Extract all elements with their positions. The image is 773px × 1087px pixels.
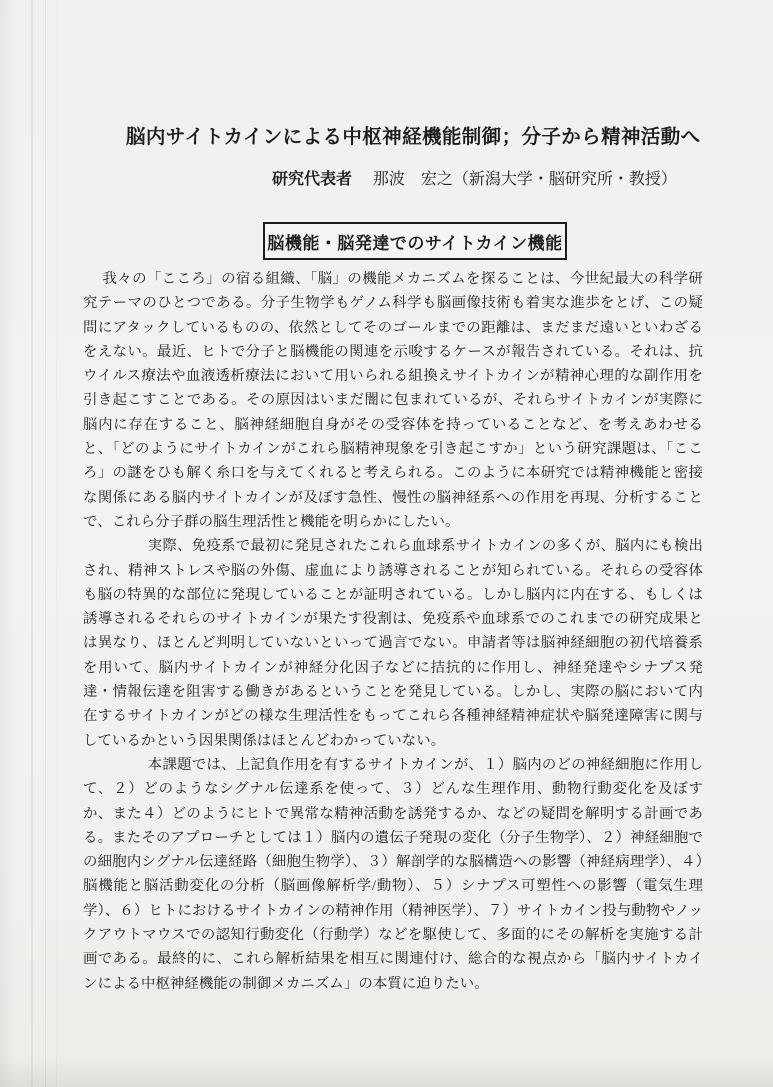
paragraph-2: 実際、免疫系で最初に発見されたこれら血球系サイトカインの多くが、脳内にも検出され、精神ストレスや脳の外傷、虚血により誘導されることが知られている。それらの受容体も脳の特異的な部位に発現していることが証明されている。しかし脳内に内在する、もしくは誘導されるそれらのサイトカインが果たす役割は、免疫系や血球系でのこれまでの研究成果とは異なり、ほとんど判明していないといって過言でない。申請者等は脳神経細胞の初代培養系を用いて、脳内サイトカインが神経分化因子などに拮抗的に作用し、神経発達やシナプス発達・情報伝達を阻害する働きがあるということを発見している。しかし、実際の脳において内在するサイトカインがどの様な生理活性をもってこれら各種神経精神症状や脳発達障害に関与しているかという因果関係はほとんどわかっていない。 [83,538,703,749]
section-heading-box [263,222,567,260]
author-role-label: 研究代表者 [272,171,353,188]
scan-binding-line [31,0,33,1087]
section-heading: 脳機能・脳発達でのサイトカイン機能 [267,233,563,253]
scan-edge-shadow [0,0,14,1087]
paragraph-3: 本課題では、上記負作用を有するサイトカインが、１）脳内のどの神経細胞に作用して、２）どのようなシグナル伝達系を使って、３）どんな生理作用、動物行動変化を及ぼすか、また４）どのようにヒトで異常な精神活動を誘発するか、などの疑問を解明する計画である。またそのアプローチとしては１）脳内の遺伝子発現の変化（分子生物学）、２）神経細胞での細胞内シグナル伝達経路（細胞生物学）、３）解剖学的な脳構造への影響（神経病理学）、４）脳機能と脳活動変化の分析（脳画像解析学/動物）、５）シナプス可塑性への影響（電気生理学）、６）ヒトにおけるサイトカインの精神作用（精神医学）、７）サイトカイン投与動物やノックアウトマウスでの認知行動変化（行動学）などを駆使して、多面的にその解析を実施する計画である。最終的に、これら解析結果を相互に関連付け、総合的な視点から「脳内サイトカインによる中枢神経機能の制御メカニズム」の本質に迫りたい。 [83,756,703,992]
scan-bottom-shadow [0,1055,773,1087]
document-title: 脳内サイトカインによる中枢神経機能制御；分子から精神活動へ [126,127,701,148]
author-line [272,166,677,189]
author-name: 那波 宏之（新潟大学・脳研究所・教授） [372,171,677,188]
scan-binding-line [45,0,46,1087]
scan-binding-line [56,0,57,1087]
abstract-body [83,267,703,996]
paragraph-1: 我々の「こころ」の宿る組織、「脳」の機能メカニズムを探ることは、今世紀最大の科学研究テーマのひとつである。分子生物学もゲノム科学も脳画像技術も着実な進歩をとげ、この疑問にアタックしているものの、依然としてそのゴールまでの距離は、まだまだ遠いといわざるをえない。最近、ヒトで分子と脳機能の関連を示唆するケースが報告されている。それは、抗ウイルス療法や血液透析療法において用いられる組換えサイトカインが精神心理的な副作用を引き起こすことである。その原因はいまだ闇に包まれているが、それらサイトカインが実際に脳内に存在すること、脳神経細胞自身がその受容体を持っていることなど、を考えあわせると、「どのようにサイトカインがこれら脳精神現象を引き起こすか」という研究課題は、「こころ」の謎をひも解く糸口を与えてくれると考えられる。このように本研究では精神機能と密接な関係にある脳内サイトカインが及ぼす急性、慢性の脳神経系への作用を再現、分析することで、これら分子群の脳生理活性と機能を明らかにしたい。 [83,271,703,530]
